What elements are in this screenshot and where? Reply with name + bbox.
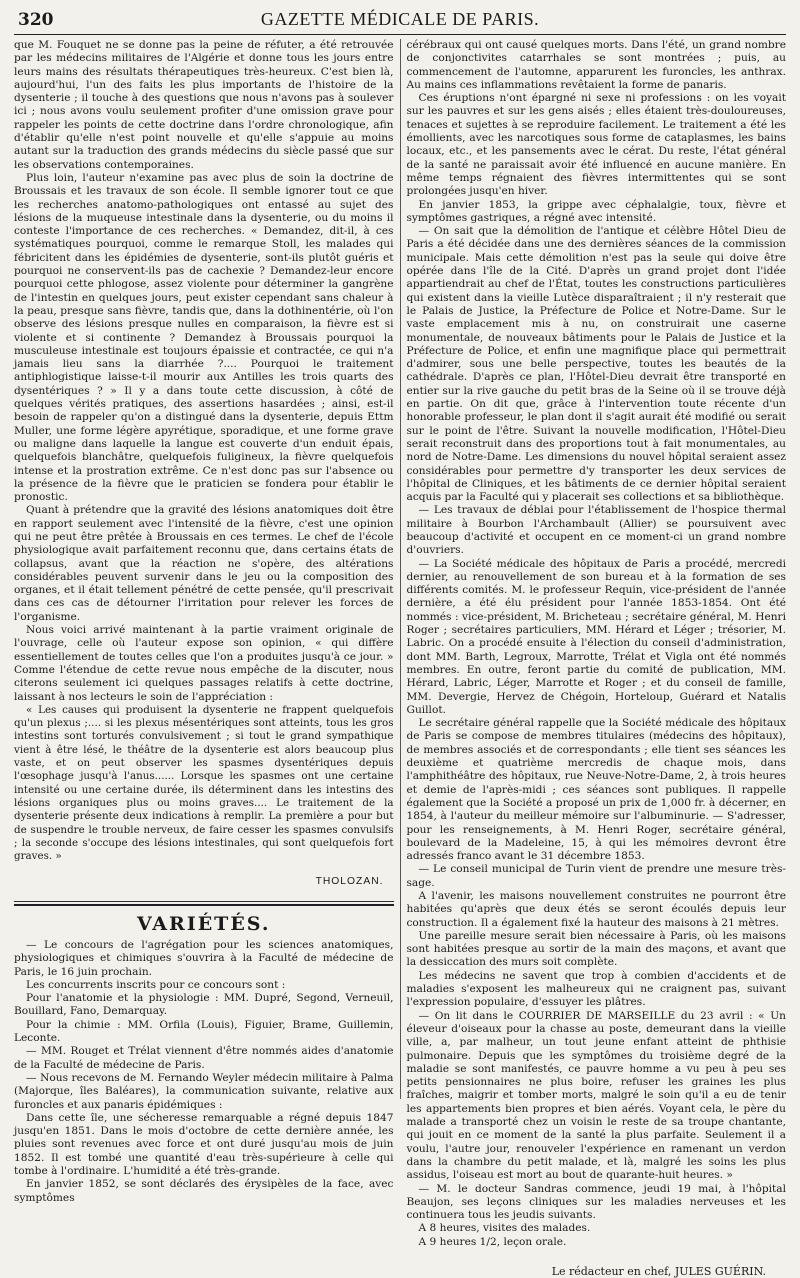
paragraph: Quant à prétendre que la gravité des lésions anatomiques doit être en rapport seulement avec l'intensité de la fièvre, c'est une opinion qui ne peut être prêtée à Broussais en ces termes. Le chef de l'école physiologique avait parfaitement reconnu que, dans certains états de collapsus, avant que la réaction ne s'opère, des altérations considérables peuvent survenir dans le jeu ou la composition des organes, et il était tellement pénétré de cette pensée, qu'il prescrivait dans ces cas de détourner l'irritation pour relever les forces de l'organisme.: [14, 504, 394, 623]
paragraph: En janvier 1853, la grippe avec céphalalgie, toux, fièvre et symptômes gastriques, a régné avec intensité.: [406, 198, 786, 224]
paragraph: Les médecins ne savent que trop à combien d'accidents et de maladies s'exposent les malheureux qui ne craignent pas, suivant l'expression populaire, d'essuyer les plâtres.: [406, 969, 786, 1009]
right-column: [400, 39, 787, 1278]
paragraph: Nous voici arrivé maintenant à la partie vraiment originale de l'ouvrage, celle où l'auteur expose son opinion, « qui diffère essentiellement de toutes celles que l'on a produites jusqu'à ce jour. » Comme l'étendue de cette revue nous empêche de la discuter, nous citerons seulement ici quelques passages relatifs à cette doctrine, laissant à nos lecteurs le soin de l'appréciation :: [14, 624, 394, 703]
text-columns: [14, 39, 786, 1278]
paragraph: — On sait que la démolition de l'antique et célèbre Hôtel Dieu de Paris a été décidée dans une des dernières séances de la commission municipale. Mais cette démolition n'est pas la seule qui doive être opérée dans l'île de la Cité. D'après un grand projet dont l'idée appartiendrait au chef de l'État, toutes les constructions particulières qui existent dans la vieille Lutèce disparaîtraient ; il n'y resterait que le Palais de Justice, la Préfecture de Police et Notre-Dame. Sur le vaste emplacement mis à nu, on construirait une caserne monumentale, de nouveaux bâtiments pour le Palais de Justice et la Préfecture de Police, et enfin une magnifique place qui permettrait d'admirer, sous une belle perspective, toutes les beautés de la cathédrale. D'après ce plan, l'Hôtel-Dieu devrait être transporté en entier sur la rive gauche du petit bras de la Seine où il se trouve déjà en partie. On dit que, grâce à l'intervention toute récente d'un honorable professeur, le plan dont il s'agit aurait été modifié ou serait sur le point de l'être. Suivant la nouvelle modification, l'Hôtel-Dieu serait reconstruit dans des proportions tout à fait monumentales, au nord de Notre-Dame. Les dimensions du nouvel hôpital seraient assez considérables pour permettre d'y transporter les deux services de l'hôpital de Cliniques, et les bâtiments de ce dernier hôpital seraient acquis par la Faculté qui y placerait ses collections et sa bibliothèque.: [406, 225, 786, 504]
quotation: « Les causes qui produisent la dysenterie ne frappent quelquefois qu'un plexus ;.... si les plexus mésentériques sont atteints, tous les gros intestins sont torturés convulsivement ; si tout le grand sympathique vient à être lésé, le théâtre de la dysenterie est alors beaucoup plus vaste, et on peut observer les spasmes dysentériques depuis l'œsophage jusqu'à l'anus...... Lorsque les spasmes ont une certaine intensité ou une certaine durée, ils déterminent dans les intestins des lésions organiques plus ou moins graves.... Le traitement de la dysenterie présente deux indications à remplir. La première a pour but de suspendre le trouble nerveux, de faire cesser les spasmes convulsifs ; la seconde s'occupe des lésions intestinales, qui sont quelquefois fort graves. »: [14, 703, 394, 863]
paragraph: En janvier 1852, se sont déclarés des érysipèles de la face, avec symptômes: [14, 1178, 394, 1204]
paragraph: — Le concours de l'agrégation pour les sciences anatomiques, physiologiques et chimiques s'ouvrira à la Faculté de médecine de Paris, le 16 juin prochain.: [14, 939, 394, 978]
author-signature: THOLOZAN.: [315, 876, 384, 888]
paragraph: Pour l'anatomie et la physiologie : MM. Dupré, Segond, Verneuil, Bouillard, Fano, Demarquay.: [14, 992, 394, 1018]
paragraph: Les concurrents inscrits pour ce concours sont :: [26, 978, 286, 991]
paragraph: — MM. Rouget et Trélat viennent d'être nommés aides d'anatomie de la Faculté de médecine de Paris.: [14, 1045, 394, 1071]
page-header: [14, 8, 786, 35]
paragraph: A 8 heures, visites des malades.: [418, 1222, 591, 1235]
paragraph: — M. le docteur Sandras commence, jeudi 19 mai, à l'hôpital Beaujon, ses leçons cliniques sur les maladies nerveuses et les continuera tous les jeudis suivants.: [406, 1182, 786, 1222]
paragraph: Pour la chimie : MM. Orfila (Louis), Figuier, Brame, Guillemin, Leconte.: [14, 1018, 394, 1045]
paragraph: Plus loin, l'auteur n'examine pas avec plus de soin la doctrine de Broussais et les travaux de son école. Il semble ignorer tout ce que les recherches anatomo-pathologiques ont entassé au sujet des lésions de la muqueuse intestinale dans la dysenterie, ou du moins il conteste l'importance de ces recherches. « Demandez, dit-il, à ces systématiques pourquoi, comme le remarque Stoll, les malades qui fébricitent dans les épidémies de dysenterie, sont-ils plutôt guéris et pourquoi ne conservent-ils pas de cachexie ? Demandez-leur encore pourquoi cette phlogose, assez violente pour déterminer la gangrène de l'intestin en quelques jours, peut exister cependant sans chaleur à la peau, presque sans fièvre, tandis que, dans la dothinentérie, où l'on observe des lésions presque nulles en comparaison, la fièvre est si violente et si continente ? Demandez à Broussais pourquoi la musculeuse intestinale est toujours épaissie et contractée, ce qui n'a jamais lieu sans la diarrhée ?.... Pourquoi le traitement antiphlogistique laisse-t-il mourir aux Antilles les trois quarts des dysentériques ? » Il y a dans toute cette discussion, à côté de quelques vérités pratiques, des assertions hasardées ; ainsi, est-il besoin de rappeler qu'on a distingué dans la dysenterie, depuis Ettm Muller, une forme légère apyrétique, sporadique, et une forme grave ou maligne dans laquelle la langue est couverte d'un enduit épais, quelquefois blanchâtre, quelquefois fuligineux, la fièvre quelquefois intense et la prostration extrême. Ce n'est donc pas sur l'absence ou la présence de la fièvre que le praticien se fondera pour établir le pronostic.: [14, 171, 394, 504]
left-column: [14, 39, 400, 1204]
paragraph: que M. Fouquet ne se donne pas la peine de réfuter, a été retrouvée par les médecins militaires de l'Algérie et donne tous les jours entre leurs mains des résultats thérapeutiques très-heureux. C'est bien là, aujourd'hui, l'un des faits les plus importants de l'histoire de la dysenterie ; il touche à des questions que nous n'avons pas à soulever ici ; nous avons voulu seulement profiter d'une omission grave pour rappeler les points de cette doctrine dans l'ordre chronologique, afin d'établir qu'elle n'est point nouvelle et qu'elle s'appuie au moins autant sur la traduction des grands médecins du siècle passé que sur les observations contemporaines.: [14, 39, 394, 171]
paragraph: Dans cette île, une sécheresse remarquable a régné depuis 1847 jusqu'en 1851. Dans le mois d'octobre de cette dernière année, les pluies sont revenues avec force et ont duré jusqu'au mois de juin 1852. Il est tombé une quantité d'eau très-supérieure à celle qui tombe à l'ordinaire. L'humidité a été très-grande.: [14, 1111, 394, 1178]
paragraph: Une pareille mesure serait bien nécessaire à Paris, où les maisons sont habitées presque au sortir de la main des maçons, et avant que la dessiccation des murs soit complète.: [406, 929, 786, 969]
paragraph: Ces éruptions n'ont épargné ni sexe ni professions : on les voyait sur les pauvres et sur les gens aisés ; elles étaient très-douloureuses, tenaces et sujettes à se reproduire facilement. Le traitement a été les émollients, avec les narcotiques sous forme de cataplasmes, les bains locaux, etc., et les pansements avec le cérat. Du reste, l'état général de la santé ne paraissait avoir été influencé en aucune manière. En même temps régnaient des fièvres intermittentes qui se sont prolongées jusqu'en hiver.: [406, 92, 786, 198]
paragraph: A l'avenir, les maisons nouvellement construites ne pourront être habitées qu'après que deux étés se seront écoulés depuis leur construction. Il a également fixé la hauteur des maisons à 21 mètres.: [406, 890, 786, 929]
paragraph: — Les travaux de déblai pour l'établissement de l'hospice thermal militaire à Bourbon l'Archambault (Allier) se poursuivent avec beaucoup d'activité et occupent en ce moment-ci un grand nombre d'ouvriers.: [406, 504, 786, 557]
section-divider: [14, 901, 394, 902]
paragraph: A 9 heures 1/2, leçon orale.: [418, 1235, 567, 1248]
editor-signature: Le rédacteur en chef, JULES GUÉRIN.: [551, 1265, 766, 1278]
paragraph: — Le conseil municipal de Turin vient de prendre une mesure très-sage.: [406, 863, 786, 889]
journal-title: GAZETTE MÉDICALE DE PARIS.: [260, 9, 540, 29]
section-title: VARIÉTÉS.: [137, 912, 271, 935]
section-divider: [14, 904, 394, 906]
paragraph: — La Société médicale des hôpitaux de Paris a procédé, mercredi dernier, au renouvellement de son bureau et à la formation de ses différents comités. M. le professeur Requin, vice-président de l'année dernière, a été élu président pour l'année 1853-1854. Ont été nommés : vice-président, M. Bricheteau ; secrétaire général, M. Henri Roger ; secrétaires particuliers, MM. Hérard et Léger ; trésorier, M. Labric. On a procédé ensuite à l'élection du conseil d'administration, dont MM. Barth, Legroux, Marrotte, Trélat et Vigla ont été nommés membres. En outre, feront partie du comité de publication, MM. Hérard, Labric, Léger, Marrotte et Roger ; et du conseil de famille, MM. Devergie, Hervez de Chégoin, Horteloup, Guérard et Natalis Guillot.: [406, 557, 786, 716]
paragraph: Le secrétaire général rappelle que la Société médicale des hôpitaux de Paris se compose de membres titulaires (médecins des hôpitaux), de membres associés et de correspondants ; elle tient ses séances les deuxième et quatrième mercredis de chaque mois, dans l'amphithéâtre des hôpitaux, rue Neuve-Notre-Dame, 2, à trois heures et demie de l'après-midi ; ces séances sont publiques. Il rappelle également que la Société a proposé un prix de 1,000 fr. à décerner, en 1854, à l'auteur du meilleur mémoire sur l'albuminurie. — S'adresser, pour les renseignements, à M. Henri Roger, secrétaire général, boulevard de la Madeleine, 15, à qui les mémoires devront être adressés franco avant le 31 décembre 1853.: [406, 717, 786, 863]
paragraph: cérébraux qui ont causé quelques morts. Dans l'été, un grand nombre de conjonctivites catarrhales se sont montrées ; puis, au commencement de l'automne, apparurent les furoncles, les anthrax. Au mains ces inflammations revêtaient la forme de panaris.: [406, 39, 786, 91]
page-number: 320: [18, 10, 54, 30]
paragraph: — Nous recevons de M. Fernando Weyler médecin militaire à Palma (Majorque, îles Baléares), la communication suivante, relative aux furoncles et aux panaris épidémiques :: [14, 1071, 394, 1111]
paragraph: — On lit dans le COURRIER DE MARSEILLE du 23 avril : « Un éleveur d'oiseaux pour la chasse au poste, demeurant dans la vieille ville, a, par malheur, un tout jeune enfant atteint de phthisie pulmonaire. Depuis que les symptômes du troisième degré de la maladie se sont manifestés, ce pauvre homme a vu peu à peu ses petits pensionnaires ne plus boire, refuser les graines les plus fraîches, maigrir et tomber morts, malgré le soin qu'il a eu de tenir les appartements bien propres et bien aérés. Voyant cela, le père du malade a transporté chez un voisin le reste de sa troupe chantante, qui jouit en ce moment de la santé la plus parfaite. Seulement il a voulu, l'autre jour, renouveler l'expérience en ramenant un verdon dans la chambre du petit malade, et là, malgré les soins les plus assidus, l'oiseau est mort au bout de quarante-huit heures. »: [406, 1009, 786, 1182]
